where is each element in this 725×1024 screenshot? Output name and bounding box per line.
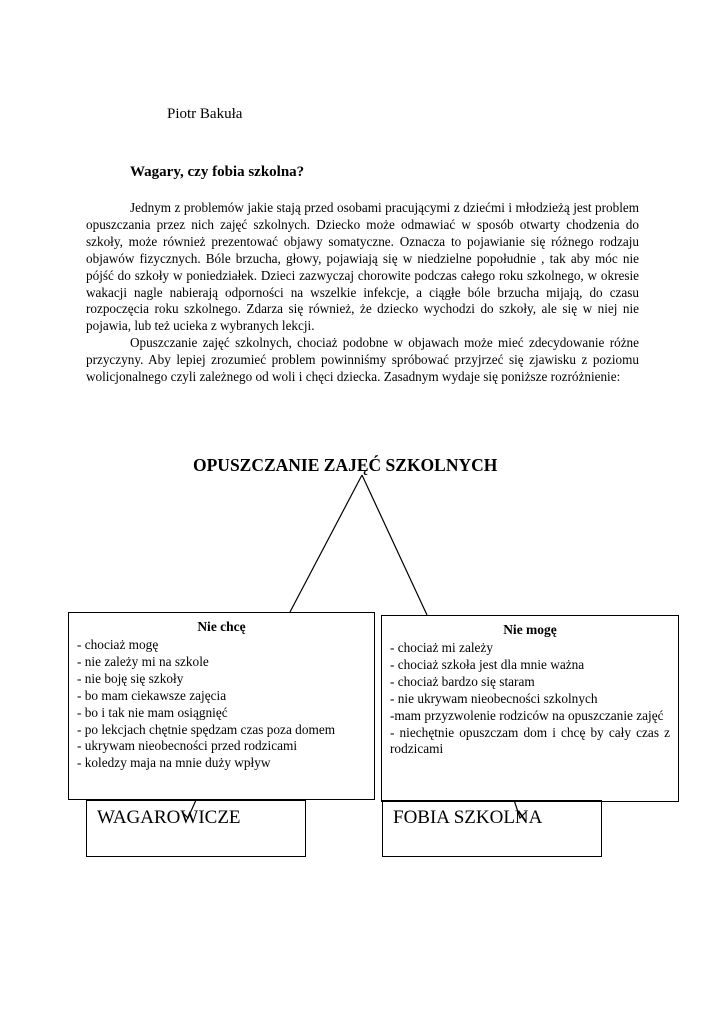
document-title: Wagary, czy fobia szkolna? bbox=[130, 164, 305, 180]
author-name: Piotr Bakuła bbox=[167, 106, 243, 122]
box-nie-moge bbox=[381, 615, 679, 802]
reason-list bbox=[77, 637, 366, 772]
box-heading: Nie chcę bbox=[197, 619, 246, 634]
connector-line-right bbox=[362, 475, 427, 615]
list-item: - chociaż mogę bbox=[77, 637, 159, 652]
list-item: - bo mam ciekawsze zajęcia bbox=[77, 687, 227, 703]
list-item: - nie ukrywam nieobecności szkolnych bbox=[390, 690, 598, 706]
paragraph: Jednym z problemów jakie stają przed osobami pracującymi z dziećmi i młodzieżą jest problem opuszczania przez nich zajęć szkolnych. Dziecko może odmawiać w sposób otwarty chodzenia do szkoły, może również prezentować objawy somatyczne. Oznacza to pojawianie się różnego rodzaju objawów fizycznych. Bóle brzucha, głowy, pojawiają się w niedzielne popołudnie , tak aby móc nie pójść do szkoły w poniedziałek. Dzieci zazwyczaj chorowite podczas całego roku szkolnego, w okresie wakacji nagle nabierają odporności na wszelkie infekcje, a ciągłe bóle brzucha mijają, do czasu rozpoczęcia roku szkolnego. Zdarza się również, że dziecko wychodzi do szkoły, ale się w niej nie pojawia, lub też ucieka z wybranych lekcji. bbox=[86, 200, 639, 334]
connector-line-left bbox=[290, 475, 362, 612]
list-item: - koledzy maja na mnie duży wpływ bbox=[77, 755, 271, 771]
reason-list bbox=[390, 640, 670, 758]
list-item: - chociaż mi zależy bbox=[390, 640, 493, 655]
list-item: - chociaż szkoła jest dla mnie ważna bbox=[390, 656, 585, 672]
list-item: - nie boję się szkoły bbox=[77, 670, 184, 686]
box-nie-chce bbox=[68, 612, 375, 800]
label-wagarowicze: WAGAROWICZE bbox=[86, 800, 306, 857]
label-fobia-szkolna: FOBIA SZKOLNA bbox=[382, 800, 602, 857]
paragraph: Opuszczanie zajęć szkolnych, chociaż podobne w objawach może mieć zdecydowanie różne przyczyny. Aby lepiej zrozumieć problem powinniśmy spróbować przyjrzeć się zjawisku z poziomu wolicjonalnego czyli zależnego od woli i chęci dziecka. Zasadnym wydaje się poniższe rozróżnienie: bbox=[86, 335, 639, 385]
list-item: - chociaż bardzo się staram bbox=[390, 673, 535, 689]
diagram-title: OPUSZCZANIE ZAJĘĆ SZKOLNYCH bbox=[193, 455, 498, 475]
list-item: - bo i tak nie mam osiągnięć bbox=[77, 704, 228, 720]
list-item: - nie zależy mi na szkole bbox=[77, 653, 209, 669]
list-item: - niechętnie opuszczam dom i chcę by cały czas z rodzicami bbox=[390, 724, 670, 757]
list-item: - po lekcjach chętnie spędzam czas poza domem bbox=[77, 721, 336, 737]
list-item: - ukrywam nieobecności przed rodzicami bbox=[77, 738, 298, 754]
box-heading: Nie mogę bbox=[503, 622, 557, 637]
list-item: -mam przyzwolenie rodziców na opuszczanie zajęć bbox=[390, 707, 664, 723]
